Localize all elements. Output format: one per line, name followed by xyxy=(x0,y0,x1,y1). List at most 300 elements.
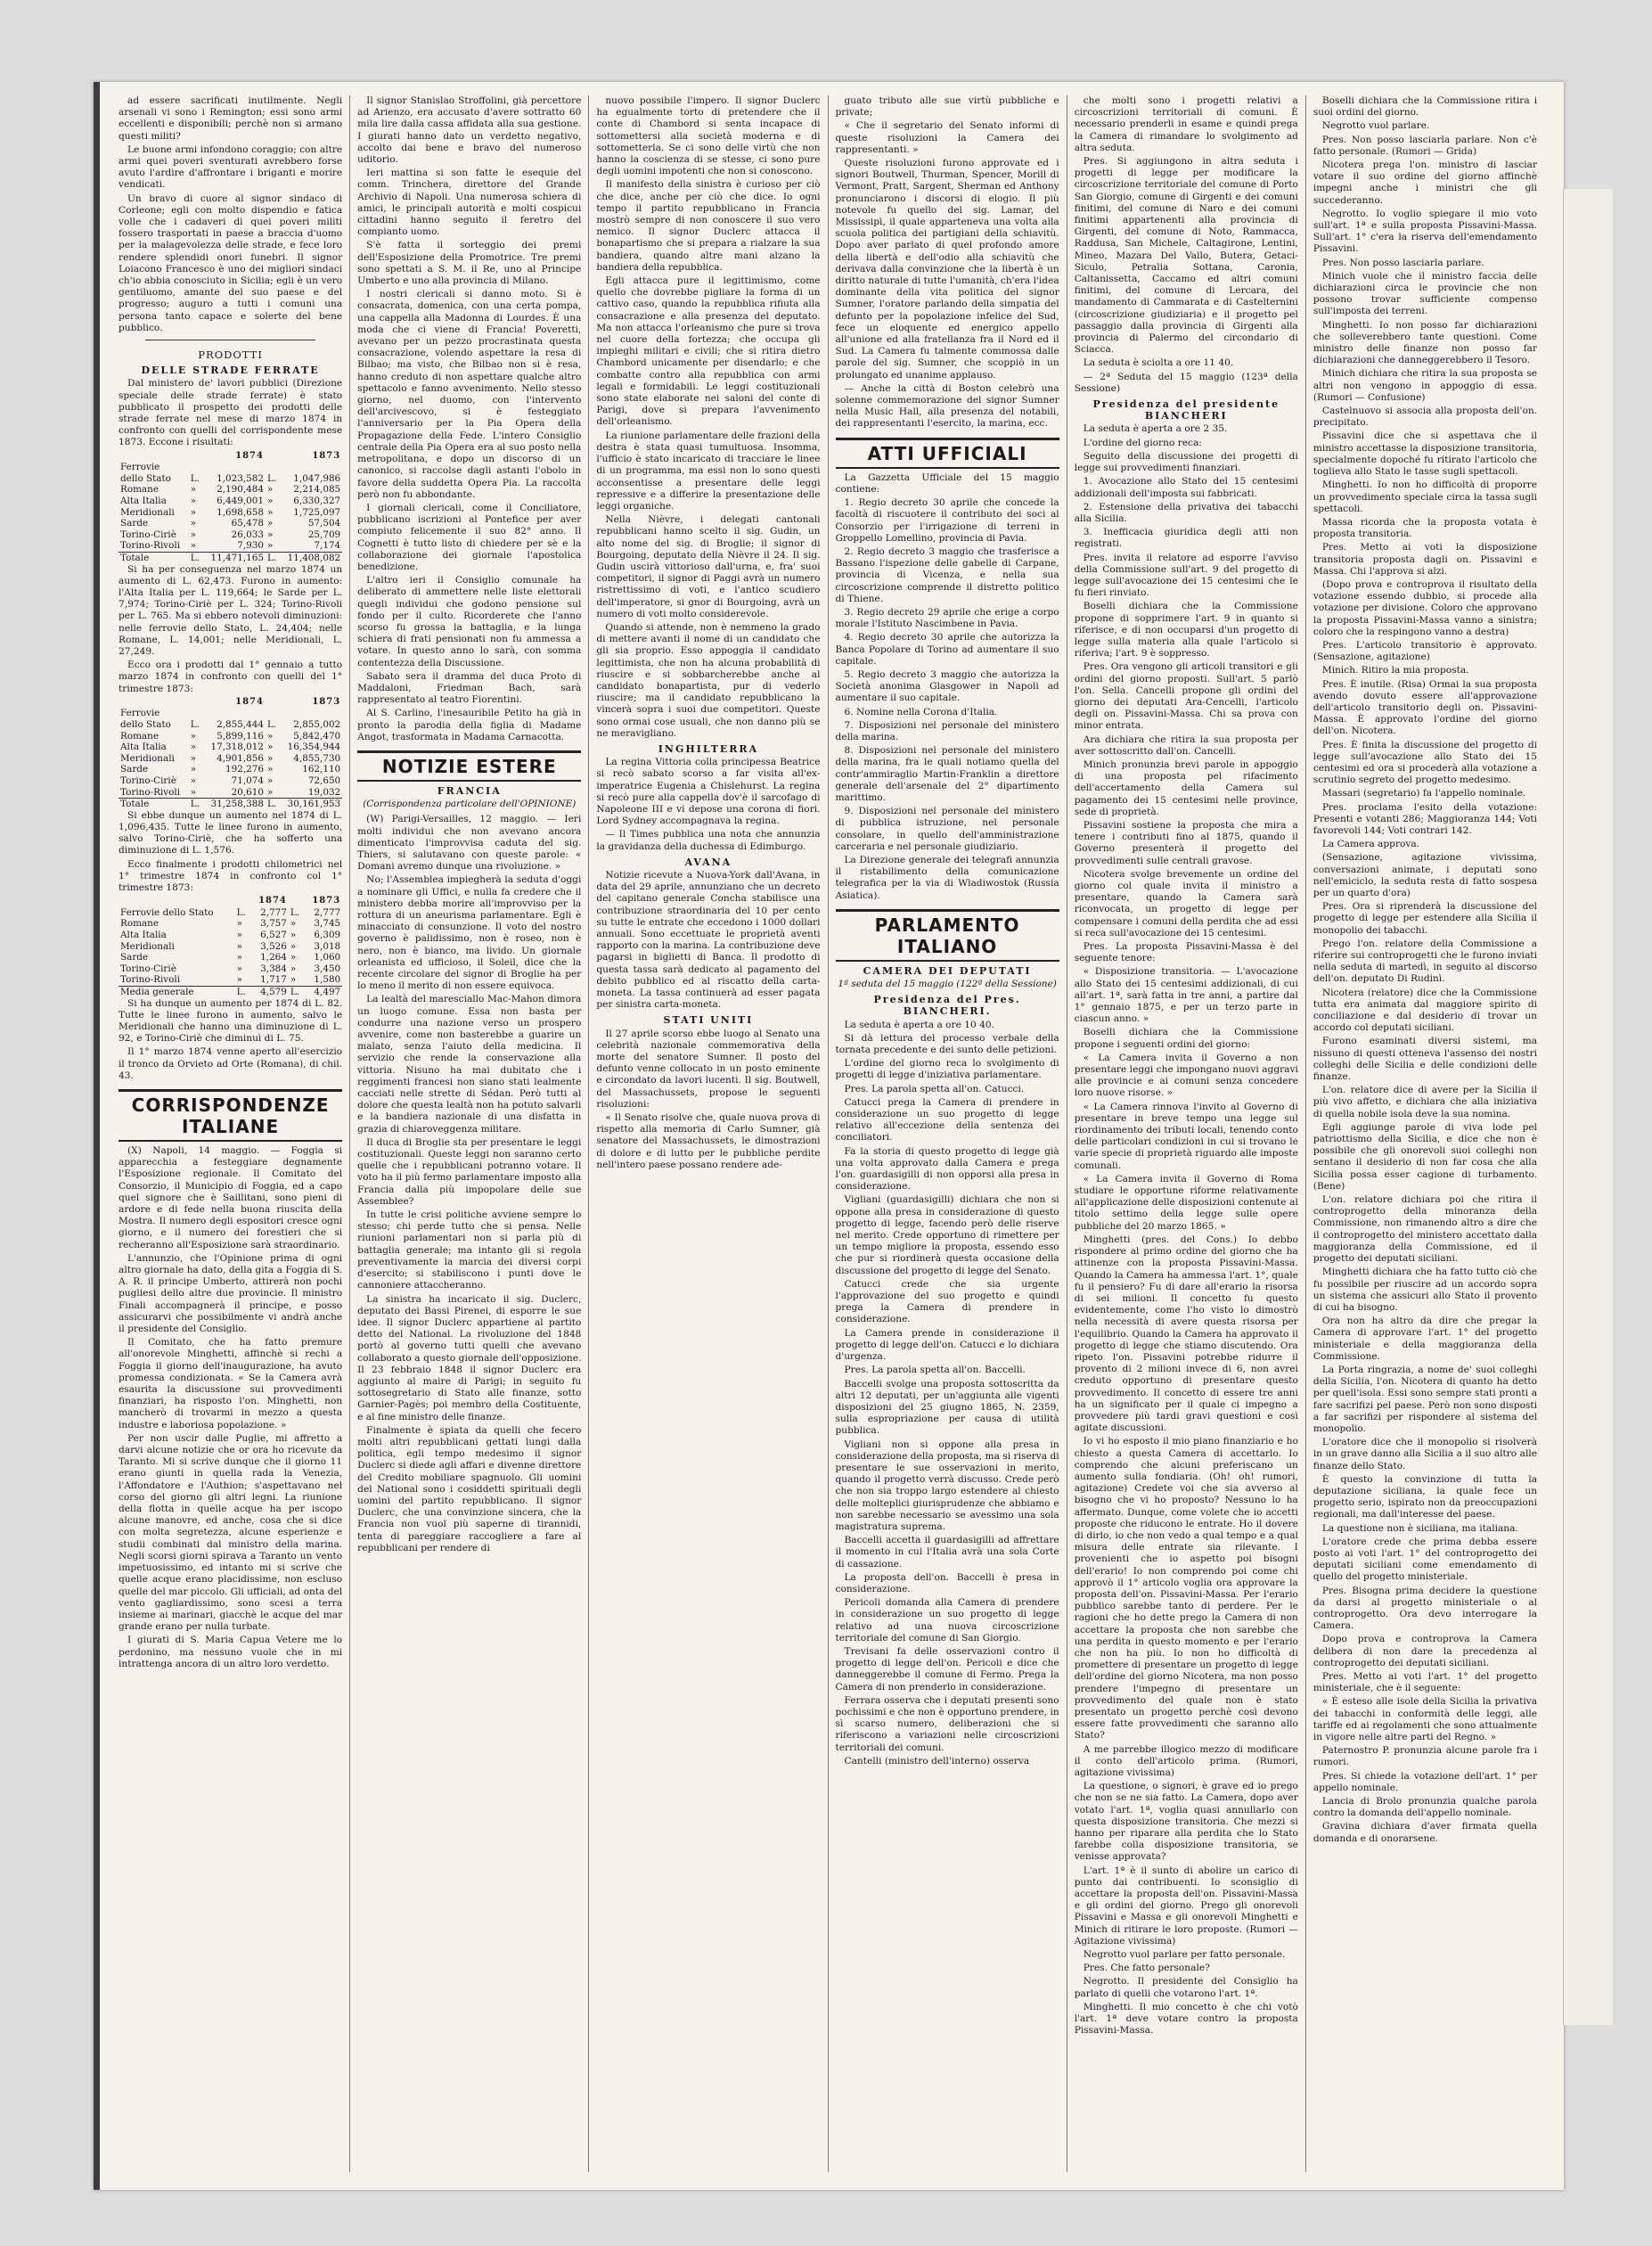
paragraph: Catucci prega la Camera di prendere in considerazione un suo progetto di legge relativo all'eccezione della sentenza dei conciliatori. xyxy=(835,1096,1059,1143)
value-1873: 25,709 xyxy=(307,529,341,540)
paragraph: 3. Inefficacia giuridica degli atti non registrati. xyxy=(1074,527,1298,550)
paragraph: L'art. 1ª è il sunto di abolire un carico di punto dai contribuenti. Io sconsiglio di accettare la proposta dell'on. Pissavini-Massa e gli ordini del giorno. Prego gli onorevoli Pissavini e Massa e gli onorevoli Minghetti e Minich di ritirare le loro proposte. (Rumori — Agitazione vivissima) xyxy=(1074,1865,1298,1947)
paragraph: Minghetti. Io non ho difficoltà di proporre un provvedimento speciale circa la tassa sugli spettacoli. xyxy=(1313,480,1538,514)
currency: » xyxy=(290,963,297,974)
paragraph: Ferrara osserva che i deputati presenti sono pochissimi e che non è opportuno prendere, in sì scarso numero, deliberazioni che si riferiscono a variazioni nelle circoscrizioni territoriali dei comuni. xyxy=(835,1694,1059,1753)
section-subheading: AVANA xyxy=(684,856,732,868)
paragraph: La seduta è aperta a ore 10 40. xyxy=(844,1019,994,1030)
paragraph: « Disposizione transitoria. — L'avocazione allo Stato dei 15 centesimi addizionali, di cui all'art. 1ª, sarà fatta in tre anni, a partire dal 1° gennaio 1875, e per un terzo parte in ciascun anno. » xyxy=(1074,966,1298,1025)
paragraph: A me parrebbe illogico mezzo di modificare il conto dell'articolo prima. (Rumori, agitazione vivissima) xyxy=(1074,1743,1298,1779)
currency: » xyxy=(236,918,243,930)
paragraph: L'on. relatore dichiara poi che ritira il controprogetto della minoranza della Commissione, non rimanendo altro a dire che il controprogetto del ministero accettato dalla maggioranza della Commissione, ed il progetto dei deputati siciliani. xyxy=(1313,1194,1538,1265)
list-item: 7. Disposizioni nel personale del ministero della marina. xyxy=(835,719,1059,742)
paragraph: (Dopo prova e controprova il risultato della votazione essendo dubbio, si procede alla votazione per divisione. Coloro che approvano la proposta Pissavini-Massa vanno a sinistra; coloro che la respingono vanno a destra) xyxy=(1313,578,1538,637)
value-1874: 17,318,012 xyxy=(210,742,264,753)
value-1873: 2,777 xyxy=(314,906,341,918)
paragraph: I giornali clericali, come il Conciliatore, pubblicano iscrizioni al Pontefice per aver compiuto felicemente il suo 82° anno. Il Cognetti è tutto listo di chiedere per sè e la collaborazione dei giornale l'apostolica benedizione. xyxy=(357,502,582,572)
currency: L. xyxy=(290,906,300,918)
value-1873: 3,018 xyxy=(314,940,341,952)
currency: » xyxy=(266,764,274,775)
table-row xyxy=(119,775,342,787)
paragraph: Boselli dichiara che la Commissione propone di sopprimere l'art. 9 in quanto si riferisce, e di non occuparsi d'un progetto di legge sulla materia alla quale l'articolo si riferiva; l'art. 9 è soppresso. xyxy=(1074,601,1298,660)
paragraph: Lancia di Brolo pronunzia qualche parola contro la domanda dell'appello nominale. xyxy=(1313,1796,1538,1819)
paragraph: 1. Avocazione allo Stato del 15 centesimi addizionali dell'imposta sui fabbricati. xyxy=(1074,476,1298,499)
railway-name: Ferrovie dello Stato xyxy=(120,906,214,918)
value-1874: 65,478 xyxy=(231,518,264,529)
paragraph: « Il Senato risolve che, quale nuova prova di rispetto alla memoria di Carlo Sumner, già senatore del Massachussets, le dimostrazioni di dolore e di lutto per le pubbliche perdite nell'intero paese possano rendere ade- xyxy=(596,1112,821,1170)
paragraph: Si ha dunque un aumento per 1874 di L. 82. Tutte le linee furono in aumento, salvo le Meridionali che hanno una diminuzione di L. 92, e Torino-Ciriè che diminuì di L. 75. xyxy=(119,997,343,1045)
paragraph: « Che il segretario del Senato informi di queste risoluzioni la Camera dei rappresentanti. » xyxy=(835,120,1059,155)
railway-name: Meridionali xyxy=(120,940,175,952)
paragraph: Pres. L'articolo transitorio è approvato. (Sensazione, agitazione) xyxy=(1313,639,1538,663)
currency: » xyxy=(290,918,297,930)
currency: » xyxy=(236,963,243,974)
table-row xyxy=(119,764,342,775)
paragraph: Massari (segretario) fa l'appello nominale. xyxy=(1321,788,1526,799)
paragraph: Pres. La parola spetta all'on. Catucci. xyxy=(844,1083,1025,1094)
paragraph: Negrotto vuol parlare. xyxy=(1321,120,1430,132)
table-row xyxy=(119,484,342,496)
currency: » xyxy=(190,786,197,798)
paragraph: Negrotto vuol parlare per fatto personale. xyxy=(1083,1949,1286,1961)
value-1874: 1,698,658 xyxy=(217,506,264,518)
paragraph: 2. Estensione della privativa dei tabacchi alla Sicilia. xyxy=(1074,501,1298,524)
value-1874: 3,757 xyxy=(260,918,287,930)
paragraph: In tutte le crisi politiche avviene sempre lo stesso; chi perde tutto che si pensa. Nelle riunioni parlamentari non si parla più di battaglia generale; ma intanto gli si regola preventivamente la marcia dei diversi corpi d'esercito; si stabiliscono i punti dove le cannoniere attaccheranno. xyxy=(357,1209,582,1291)
railway-name: Romane xyxy=(120,918,159,930)
value-1873: 1,060 xyxy=(314,952,341,963)
paragraph: Pres. Bisogna prima decidere la questione da darsi al progetto ministeriale o al controprogetto. Ora devo interrogare la Camera. xyxy=(1313,1585,1538,1632)
currency: » xyxy=(266,484,274,496)
table-row xyxy=(119,719,342,731)
presidency-line: Presidenza del presidente BIANCHERI xyxy=(1092,398,1280,422)
paragraph: (Sensazione, agitazione vivissima, conversazioni animate, i deputati sono nell'emiciclo, la seduta resta di fatto sospesa per un quarto d'ora) xyxy=(1313,852,1538,898)
currency: » xyxy=(290,974,297,986)
paragraph: L'altro ieri il Consiglio comunale ha deliberato di ammettere nelle liste elettorali quegli individui che godono pensione sul fondo per il culto. Ricorderete che l'anno scorso fu grossa la battaglia, e la lunga schiera di frati pensionati non fu ammessa a votare. In questo anno lo sarà, con somma contentezza della Discussione. xyxy=(357,575,582,668)
currency: L. xyxy=(236,906,246,918)
paragraph: Pres. Ora vengono gli articoli transitori e gli ordini del giorno proposti. Sull'art. 5 parlò l'on. Sella. Cancelli propone gli ordini del giorno dei deputati Ara-Cencelli, l'articolo degli on. Pissavini-Massa. Chi sa prova con minor entrata. xyxy=(1074,661,1298,732)
list-item: 2. Regio decreto 3 maggio che trasferisce a Bassano l'ispezione delle gabelle di Carpane, provincia di Vicenza, e nella sua circoscrizione comprende il distretto politico di Thiene. xyxy=(835,545,1059,604)
currency: » xyxy=(266,752,274,764)
currency: » xyxy=(266,506,274,518)
paragraph: Notizie ricevute a Nuova-York dall'Avana, in data del 29 aprile, annunziano che un decreto del capitano generale Concha stabilisce una contribuzione straordinaria del 10 per cento su tutte le entrate che eccedono i 1000 dollari annuali. Sono eccettuate le proprietà aventi rapporto con la marina. La contribuzione deve pagarsi in biglietti di Banca. Il prodotto di questa tassa sarà dedicato al pagamento del debito pubblico ed al riscatto della carta-moneta. La tassa continuerà ad esser pagata per sinistra carta-moneta. xyxy=(596,870,821,1011)
column-6 xyxy=(1306,95,1544,2172)
paragraph: Finalmente è spiata da quelli che fecero molti altri repubblicani gettati lungi dalla politica, egli tempo medesimo il signor Duclerc si diede agli affari e divenne direttore del Credito mobiliare spagnuolo. Gli uomini del National sono i cosiddetti spirituali degli uomini del partito repubblicano. Il signor Duclerc, che una convinzione sincera, che la Francia non vuol più saperne di tirannidi, tenta di pareggiare raccogliere a fare al repubblicani per rendere di xyxy=(357,1424,582,1553)
value-1874: 71,074 xyxy=(231,775,264,787)
railway-table-march xyxy=(119,451,342,564)
currency: » xyxy=(266,730,274,742)
column-2 xyxy=(350,95,589,2172)
page-binding-edge xyxy=(94,82,100,2190)
paragraph: La Gazzetta Ufficiale del 15 maggio contiene: xyxy=(835,471,1059,495)
decree-list xyxy=(836,497,1059,853)
paragraph: L'oratore crede che prima debba essere posto ai voti l'art. 1° del controprogetto dei deputati siciliani come emendamento di quello del progetto ministeriale. xyxy=(1313,1536,1538,1583)
value-1873: 6,330,327 xyxy=(293,496,341,507)
list-item: 5. Regio decreto 3 maggio che autorizza la Società anonima Glasgower in Napoli ad aumentare il suo capitale. xyxy=(835,668,1059,704)
railway-name: Meridionali xyxy=(120,506,175,518)
paragraph: Quando si attende, non è nemmeno la grado di mettere avanti il nome di un candidato che gli sia proprio. Esso appoggia il candidato legittimista, che non ha alcuna probabilità di riuscire e si sobbarcherebbe anche al candidato bonapartista, pur di vederlo riuscire; ma il candidato repubblicano la vincerà sopra i suoi due competitori. Queste sono ormai cose usuali, che non danno più se ne meravigliano. xyxy=(596,621,821,739)
currency: » xyxy=(290,952,297,963)
paragraph: È questo la convinzione di tutta la deputazione siciliana, la quale fece un progetto serio, ispirato non da preoccupazioni regionali, ma dall'interesse del paese. xyxy=(1313,1473,1538,1521)
total-1873: 4,497 xyxy=(304,986,342,997)
railway-name: Alta Italia xyxy=(120,496,167,507)
paragraph: Egli aggiunge parole di viva lode pel patriottismo della Sicilia, e dice che non è possibile che gli onorevoli suoi colleghi non sentano il desiderio di non far cosa che alla Sicilia possa esser cagione di turbamento. (Bene) xyxy=(1313,1121,1538,1192)
railway-name: Sarde xyxy=(120,518,149,529)
paragraph: La lealtà del maresciallo Mac-Mahon dimora un luogo comune. Essa non basta per condurre una nazione verso un prospero avvenire, come non basterebbe a guarire un malato, senza l'aiuto della medicina. Il servizio che rende la conservazione alla vittoria. Nisuno ha mai dubitato che i reggimenti francesi non siano stati lealmente cacciati nelle strette di Sédan. Però tutti al dolore che questa lealtà non ha potuto salvarli e la bandiera nazionale di una disfatta in grazia di chiaroveggenza militare. xyxy=(357,994,582,1135)
railway-table-km xyxy=(119,896,342,997)
paragraph: La seduta è sciolta a ore 11 40. xyxy=(1083,357,1234,369)
section-subheading: INGHILTERRA xyxy=(658,742,759,755)
currency: » xyxy=(236,940,243,952)
table-row xyxy=(119,507,342,519)
currency: » xyxy=(236,974,243,986)
next-page-edge xyxy=(1563,189,1613,2025)
paragraph: No; l'Assemblea impiegherà la seduta d'oggi a nominare gli Uffici, e nulla fa credere che il ministero debba morire all'improvviso per la rottura di un aneurisma parlamentare. Egli è minacciato di consunzione. Il voto del nostro governo è palidissimo, non è roseo, non è nero, non è bianco, ma livido. Un giornale orleanista ed ufficioso, il Soleil, dice che la recente circolare del signor di Broglie ha per lo meno il merito di non essere equivoca. xyxy=(357,874,582,992)
paragraph: che molti sono i progetti relativi a circoscrizioni territoriali di comuni. È necessario prenderli in esame e quindi prega la Camera di rimandare lo svolgimento ad altra seduta. xyxy=(1074,95,1298,153)
currency: » xyxy=(190,484,197,496)
paragraph: Pres. La proposta Pissavini-Massa è del seguente tenore: xyxy=(1074,941,1298,964)
year-header: 1874 xyxy=(235,450,264,461)
table-row xyxy=(119,930,342,941)
paragraph: L'oratore dice che il monopolio si risolverà in un grave danno alla Sicilia a il suo altro alle finanze dello Stato. xyxy=(1313,1437,1538,1471)
table-row xyxy=(119,963,342,975)
currency: » xyxy=(266,742,274,753)
value-1873: 19,032 xyxy=(307,786,341,798)
value-1873: 7,174 xyxy=(314,540,341,552)
railway-name: Alta Italia xyxy=(120,930,167,940)
paragraph: Si ebbe dunque un aumento nel 1874 di L. 1,096,435. Tutte le linee furono in aumento, salvo Torino-Ciriè, che ha sofferto una diminuzione di L. 1,576. xyxy=(119,809,343,857)
paragraph: Pres. invita il relatore ad esporre l'avviso della Commissione sull'art. 9 del progetto di legge sull'avocazione dei 15 centesimi che le fu fieri rinviato. xyxy=(1074,552,1298,599)
paragraph: Al S. Carlino, l'inesauribile Petito ha già in pronto la parodia della figlia di Madame Angot, trasformata in Madama Carnacotta. xyxy=(357,708,582,742)
paragraph: Egli attacca pure il legittimismo, come quello che dovrebbe pigliare la forma di un cattivo caso, quando la repubblica rifiuta alla consacrazione e alla presenza del deputato. Ma non attacca l'orleanismo che pure si trova nel cuore della fortezza; che occupa gli impieghi militari e civili; che si ritira dietro Chambord unicamente per disendarlo; e che combatte contro alla repubblica con armi legali e formidabili. Le leggi costituzionali sono state elaborate nei saloni del conte di Parigi, dove si prepara l'avvenimento dell'orleanismo. xyxy=(596,275,821,428)
paragraph: Dal ministero de' lavori pubblici (Direzione speciale delle strade ferrate) è stato pubblicato il prospetto dei prodotti delle strade ferrate nel mese di marzo 1874 in confronto con quelli del corrispondente mese 1873. Eccone i risultati: xyxy=(119,378,343,448)
list-item: 1. Regio decreto 30 aprile che concede la facoltà di riscuotere il contributo dei soci al Consorzio per l'irrigazione di terreni in Groppello Lomellino, provincia di Pavia. xyxy=(835,497,1059,544)
list-item: 8. Disposizioni nel personale del ministero della marina, fra le quali notiamo quella del contr'ammiraglio Martin-Franklin a direttore generale dell'arsenale del 2° dipartimento marittimo. xyxy=(835,745,1059,803)
paragraph: Il signor Stanislao Stroffolini, già percettore ad Arienzo, era accusato d'avere sottratto 60 mila lire dalla cassa affidata alla sua gestione. I giurati hanno dato un verdetto negativo, accolto dai bene e bravo del numeroso uditorio. xyxy=(357,95,582,166)
paragraph: La riunione parlamentare delle frazioni della destra è stata quasi tumultuosa. Insomma, l'ufficio è stato incaricato di tracciare le linee di un programma, ma essi non lo sono questi acconsentisse a presentare delle leggi repressive e a differire la presentazione delle leggi organiche. xyxy=(596,430,821,512)
value-1874: 1,717 xyxy=(260,974,287,986)
value-1873: 6,309 xyxy=(314,930,341,940)
currency: L. xyxy=(266,553,280,564)
paragraph: Si dà lettura del processo verbale della tornata precedente e dei sunto delle petizioni. xyxy=(835,1032,1059,1056)
paragraph: La sinistra ha incaricato il sig. Duclerc, deputato dei Bassi Pirenei, di esporre le sue idee. Il signor Duclerc appartiene al partito detto del National. La rivoluzione del 1848 portò al governo tutti quelli che avevano collaborato a questo giornale dell'opposizione. Il 23 febbraio 1848 il signor Duclerc era aggiunto al maire di Parigi; in seguito fu sottosegretario di Stato alle finanze, sotto Garnier-Pagès; poi membro della Costituente, e al fine ministro delle finanze. xyxy=(357,1293,582,1422)
column-5 xyxy=(1067,95,1306,2172)
value-1873: 1,047,986 xyxy=(293,472,341,484)
paragraph: Vigliani (guardasigilli) dichiara che non si oppone alla presa in considerazione di questo progetto di legge, facendo però delle riserve nel merito. Crede opportuno di rimettere per un tempo migliore la proposta, essendo esso che pur si riordinerà questa occasione della discussione del progetto di legge del Senato. xyxy=(835,1194,1059,1276)
paragraph: Nicotera (relatore) dice che la Commissione tutta era animata dal maggiore spirito di conciliazione e dal desiderio di trovar un accordo col deputati siciliani. xyxy=(1313,987,1538,1034)
paragraph: Pres. Che fatto personale? xyxy=(1083,1963,1210,1974)
list-item: 6. Nomine nella Corona d'Italia. xyxy=(844,706,998,717)
paragraph: « La Camera invita il Governo di Roma studiare le opportune riforme relativamente all'applicazione delle disposizioni contenute al titolo settimo della legge sulle opere pubbliche del 20 marzo 1865. » xyxy=(1074,1173,1298,1232)
currency: » xyxy=(236,952,243,963)
currency: L. xyxy=(189,553,203,564)
columns xyxy=(111,95,1544,2172)
section-title: NOTIZIE ESTERE xyxy=(357,750,581,782)
currency: » xyxy=(190,742,197,753)
currency: L. xyxy=(266,799,280,810)
total-label: Totale xyxy=(119,799,189,810)
value-1874: 3,384 xyxy=(260,963,287,974)
paragraph: Paternostro P. pronunzia alcune parole fra i rumori. xyxy=(1313,1745,1538,1768)
railway-name: Meridionali xyxy=(120,752,175,764)
currency: » xyxy=(290,940,297,952)
section-title: ATTI UFFICIALI xyxy=(836,438,1059,469)
paragraph: Il manifesto della sinistra è curioso per ciò che dice, anche per ciò che dice. Io ogni tempo il partito repubblicano in Francia mostrò sempre di non conoscere il suo vero nemico. Il signor Duclerc attacca il bonapartismo che si prepara a rialzare la sua bandiera, quando altre mani alzano la bandiera della repubblica. xyxy=(596,179,821,273)
paragraph: Ieri mattina si son fatte le esequie del comm. Trinchera, direttore del Grande Archivio di Napoli. Una numerosa schiera di amici, le principali autorità e molti cospicui cittadini hanno seguito il feretro del compianto uomo. xyxy=(357,168,582,238)
paragraph: La seduta è aperta a ore 2 35. xyxy=(1083,423,1228,435)
currency: L. xyxy=(190,472,200,484)
year-header: 1873 xyxy=(312,896,341,906)
table-row xyxy=(119,753,342,765)
railway-name: Romane xyxy=(120,730,159,742)
paragraph: Massa ricorda che la proposta votata è proposta transitoria. xyxy=(1313,516,1538,540)
table-row xyxy=(119,473,342,485)
paragraph: Minich pronunzia brevi parole in appoggio di una proposta pel rifacimento dell'accertamento della Camera sul pagamento dei 15 centesimi nelle province, sede di proprietà. xyxy=(1074,758,1298,817)
paragraph: I giurati di S. Maria Capua Vetere me lo perdonino, ma nessuno vuole che in mi intrattenga ancora di un altro loro verdetto. xyxy=(119,1635,343,1669)
paragraph: Trevisani fa delle osservazioni contro il progetto di legge dell'on. Pericoli e dice che danneggerebbe il comune di Fermo. Prega la Camera di non prenderlo in considerazione. xyxy=(835,1645,1059,1693)
paragraph: L'ordine del giorno reca: xyxy=(1083,437,1202,448)
currency: L. xyxy=(266,719,277,731)
paragraph: Ecco finalmente i prodotti chilometrici nel 1° trimestre 1874 in confronto col 1° trimestre 1873: xyxy=(119,858,343,894)
paragraph: Pres. È finita la discussione del progetto di legge sull'avocazione allo Stato dei 15 centesimi ed ora si procederà alla votazione a scrutinio segreto del progetto medesimo. xyxy=(1313,739,1538,786)
currency: » xyxy=(190,730,197,742)
paragraph: Castelnuovo si associa alla proposta dell'on. precipitato. xyxy=(1313,406,1538,429)
paragraph: Il 27 aprile scorso ebbe luogo al Senato una celebrità nazionale commemorativa della morte del senatore Sumner. Il posto del defunto venne collocato in un posto eminente e circondato da lavori lucenti. Il sig. Boutwell, del Massachussets, propose le seguenti risoluzioni: xyxy=(596,1028,821,1110)
railway-name: Torino-Ciriè xyxy=(120,775,176,787)
currency: » xyxy=(190,752,197,764)
currency: » xyxy=(290,930,297,940)
paragraph: Pissavini sostiene la proposta che mira a tenere i contributi fino al 1875, quando il Governo presenterà il progetto del provvedimenti sulle centrali gravose. xyxy=(1074,819,1298,866)
paragraph: Ecco ora i prodotti dal 1° gennaio a tutto marzo 1874 in confronto con quelli del 1° trimestre 1873: xyxy=(119,660,343,694)
paragraph: Io vi ho esposto il mio piano finanziario e ho chiesto a questa Camera di accettarlo. Io comprendo che alcuni preferiscano un aumento sulla fondiaria. (Oh! oh! rumori, agitazione) Credete voi che sia avverso al bisogno che vi ho proposto? Nessuno lo ha affermato. Dunque, come volete che io accetti proposte che riducono le entrate. Ho il dovere di dirlo, io che non vedo a qual tempo e a qual misura delle entrate sia rilevante. I provenienti che io aspetto poi bisogni dell'erario! Io non comprendo poi come chi approvò il 1° articolo voglia ora approvare la proposta dell'on. Pissavini-Massa. Per l'erario pubblico sarebbe tanto di perdere. Per le ragioni che ho dette prego la Camera di non accettare la proposta che non sarebbe che una perdita in questo momento e per l'erario che non ha più. Io non ho difficoltà di promettere di presentare un progetto di legge dell'ordine del giorno Nicotera, ma non posso prendere l'impegno di presentare un provvedimento del quale non è stato presentato un progetto perchè così devono essere fatte provvedimenti che saranno allo Stato? xyxy=(1074,1436,1298,1742)
currency: » xyxy=(190,518,197,529)
railway-name: Romane xyxy=(120,484,159,496)
total-1874: 11,471,165 xyxy=(203,553,266,564)
paragraph: Pres. Non posso lasciarla parlare. xyxy=(1321,257,1484,268)
currency: » xyxy=(266,496,274,507)
value-1874: 2,190,484 xyxy=(217,484,264,496)
value-1874: 2,855,444 xyxy=(217,719,264,731)
value-1874: 3,526 xyxy=(260,940,287,952)
table-row xyxy=(119,742,342,753)
paragraph: Per non uscir dalle Puglie, mi affretto a darvi alcune notizie che or ora ho ricevute da Taranto. Mi si scrive dunque che il giorno 11 erano giunti in quella rada la Venezia, l'Affondatore e l'Authion; s'aspettavano nel corso del giorno gli altri legni. La riunione della flotta in quelle acque ha per iscopo alcune manovre, ed anche, cosa che si dice con molta segretezza, alcune esperienze e studii combinati dal ministro della marina. Negli scorsi giorni spirava a Taranto un vento impetuosissimo, ed intanto mi si scrive che quelle acque erano placidissime, non escluso quelle del mar piccolo. Gli ufficiali, ad onta del vento gagliardissimo, sono scesi a terra insieme ai marinari, giacchè le acque del mar grande erano per nulla turbate. xyxy=(119,1432,343,1633)
paragraph: Queste risoluzioni furono approvate ed i signori Boutwell, Thurman, Spencer, Morill di Vermont, Pratt, Sargent, Sherman ed Anthony pronunciarono i discorsi di elogio. Il più notevole fu quello del sig. Lamar, del Mississipì, il quale apparteneva una volta alla scuola politica dei partigiani della schiavitù. Dopo aver parlato di quel profondo amore della libertà e dell'odio alla schiavitù che derivava dalla convinzione che la libertà è un diritto naturale di tutte l'umanità, ch'era l'idea dominante della vita politica del signor Sumner, l'oratore parlando della simpatia del defunto per la popolazione infelice del Sud, fece un eloquente ed energico appello all'unione ed alla fratellanza fra il Nord ed il Sud. La Camera fu talmente commossa dalle parole del sig. Sumner, che scoppiò in un prolungato ed unanime applauso. xyxy=(835,158,1059,381)
paragraph: Pres. Metto ai voti la disposizione transitoria proposta dagli on. Pissavini e Massa. Chi l'approva si alzi. xyxy=(1313,542,1538,577)
currency: L. xyxy=(289,986,304,997)
paragraph: Pres. Metto ai voti l'art. 1° del progetto ministeriale, che è il seguente: xyxy=(1313,1671,1538,1694)
paragraph: La proposta dell'on. Baccelli è presa in considerazione. xyxy=(835,1571,1059,1594)
paragraph: I nostri clericali si danno moto. Si è consacrata, domenica, con una certa pompa, una cappella alla Madonna di Lourdes. È una moda che ci viene di Francia! Poveretti, avevano per un pezzo procrastinata questa consacrazione, volendo aspettare la resa di Bilbao; ma visto, che Bilbao non si è resa, hanno creduto di non aspettare qualche altro spettacolo e fanno avvenimento. Nello stesso giorno, nel duomo, con l'intervento dell'arcivescovo, si è festeggiato l'anniversario per la Pia Opera della Propagazione della Fede. L'intero Consiglio centrale della Pia Opera era al suo posto nella metropolitana, e dopo un discorso di un canonico, si raccolse dagli astanti l'obolo in favore della suddetta Opera Pia. La raccolta però non fu abbondante. xyxy=(357,289,582,500)
paragraph: L'ordine del giorno reca lo svolgimento di progetti di legge d'iniziativa parlamentare. xyxy=(835,1058,1059,1081)
table-row xyxy=(119,518,342,529)
column-3 xyxy=(589,95,828,2172)
paragraph: ad essere sacrificati inutilmente. Negli arsenali vi sono i Remington; essi sono armi eccellenti e disponibili; perchè non si armano questi militi? xyxy=(119,95,343,142)
paragraph: La questione, o signori, è grave ed io prego che non se ne sia fatto. La Camera, dopo aver votato l'art. 1ª, voglia quasi annullarlo con questa disposizione transitoria. Che mezzi si hanno per riparare alla perdita che lo Stato farebbe colla disposizione transitoria, se venisse approvata? xyxy=(1074,1781,1298,1863)
paragraph: Boselli dichiara che la Commissione ritira i suoi ordini del giorno. xyxy=(1313,95,1538,119)
railway-name: dello Stato xyxy=(120,719,171,731)
paragraph: Minghetti. Il mio concetto è che chi votò l'art. 1ª deve votare contro la proposta Pissavini-Massa. xyxy=(1074,2001,1298,2037)
paragraph: Negrotto. Io voglio spiegare il mio voto sull'art. 1ª e sulla proposta Pissavini-Massa. Sull'art. 1° c'era la riserva dell'emendamento Pissavini. xyxy=(1313,208,1538,255)
paragraph: nuovo possibile l'impero. Il signor Duclerc ha egualmente torto di pretendere che il conte di Chambord si senta incapace di sottomettersi alla società moderna e di sottometterla. Se ci sono delle virtù che non hanno la coscienza di se stesse, ci sono pure degli uomini impotenti che non si conoscono. xyxy=(596,95,821,177)
paragraph: Vigliani non si oppone alla presa in considerazione della proposta, ma si riserva di presentare le sue osservazioni in merito, quando il progetto verrà discusso. Crede però che non sia troppo largo estendere al chiesto delle molteplici giurisprudenze che abbiamo e non sarebbe necessario se avessimo una sola magistratura suprema. xyxy=(835,1439,1059,1532)
section-title: CORRISPONDENZE ITALIANE xyxy=(119,1089,342,1142)
paragraph: Minich. Ritiro la mia proposta. xyxy=(1321,665,1469,676)
column-4 xyxy=(829,95,1067,2172)
value-1874: 4,901,856 xyxy=(217,752,264,764)
paragraph: Ara dichiara che ritira la sua proposta per aver sottoscritto dall'on. Cancelli. xyxy=(1074,734,1298,757)
byline: (Corrispondenza particolare dell'OPINIONE) xyxy=(363,799,577,810)
railway-name: dello Stato xyxy=(120,472,171,484)
paragraph: Negrotto. Il presidente del Consiglio ha parlato di quelli che votarono l'art. 1ª. xyxy=(1074,1976,1298,1999)
paragraph: Baccelli svolge una proposta sottoscritta da altri 12 deputati, per un'aggiunta alle vigenti disposizioni del 25 giugno 1865, N. 2359, sulla espropriazione per causa di utilità pubblica. xyxy=(835,1378,1059,1437)
value-1874: 6,449,001 xyxy=(217,496,264,507)
paragraph: « La Camera invita il Governo a non presentare leggi che impongano nuovi aggravi alle provincie e ai comuni senza concedere loro nuove risorse. » xyxy=(1074,1052,1298,1099)
currency: » xyxy=(190,506,197,518)
railway-name: Sarde xyxy=(120,952,149,963)
paragraph: Nella Nièvre, i delegati cantonali repubblicani hanno scelto il sig. Gudin, un alto nome del sig. di Broglie; il signor di Bourgoing, deputato della Nièvre il 24. Il sig. Gudin uscirà vittorioso dall'urna, e, fra' suoi competitori, il signor di Paggi avrà un numero ristrettissimo di voti, e l'antico scudiero dell'imperatore, si gnor di Bourgoing, avrà un numero di voti molto considerevole. xyxy=(596,514,821,619)
year-header: 1874 xyxy=(235,696,264,707)
value-1873: 4,855,730 xyxy=(293,752,341,764)
paragraph: Nicotera svolge brevemente un ordine del giorno col quale invita il ministro a presentare, quando la Camera sarà riconvocata, un progetto di legge per compensare i comuni della perdita che ad essi si reca sull'avocazione dei 15 centesimi. xyxy=(1074,868,1298,939)
railway-name: Alta Italia xyxy=(120,742,167,753)
currency: L. xyxy=(189,799,203,810)
list-item: 9. Disposizioni nel personale del ministero di pubblica istruzione, nel personale consolare, in quello dell'amministrazione carceraria e nel personale giudiziario. xyxy=(835,806,1059,852)
value-1874: 1,023,582 xyxy=(217,472,264,484)
value-1874: 20,610 xyxy=(231,786,264,798)
paragraph: « È esteso alle isole della Sicilia la privativa dei tabacchi in conformità delle leggi, alle tariffe ed ai regolamenti che sono attualmente in vigore nelle altre parti del Regno. » xyxy=(1313,1696,1538,1743)
table-row xyxy=(119,941,342,953)
paragraph: (W) Parigi-Versailles, 12 maggio. — Ieri molti individui che non avevano ancora dimenticato l'improvvisa caduta del sig. Thiers, si salutavano con queste parole: « Domani avremo dunque una rivoluzione. » xyxy=(357,814,582,873)
total-1874: 4,579 xyxy=(250,986,289,997)
table-row xyxy=(119,952,342,963)
year-header: 1874 xyxy=(258,896,287,906)
presidency-line: Presidenza del Pres. BIANCHERI. xyxy=(873,994,1021,1018)
paragraph: Un bravo di cuore al signor sindaco di Corleone; egli con molto dispendio e fatica volle che i cadaveri di quei poveri militi fossero trasportati in paese a braccia d'uomo per la malagevolezza delle strade, e fece loro rendere splendidi onori funebri. Il signor Loiacono Francesco è uno dei migliori sindaci ch'io abbia conosciuto in Sicilia; egli è un vero gentiluomo, amante del suo paese e del progresso; augurο a tutti i comuni una persona tanto capace e solerte del bene pubblico. xyxy=(119,193,343,333)
list-item: 3. Regio decreto 29 aprile che erige a corpo morale l'Istituto Nascimbene in Pavia. xyxy=(835,606,1059,630)
value-1873: 162,110 xyxy=(302,764,341,775)
railway-name: Torino-Rivoli xyxy=(120,974,181,986)
paragraph: Il Comitato, che ha fatto premure all'onorevole Minghetti, affinchè si rechi a Foggia il giorno dell'inaugurazione, ha avuto promessa condizionata. « Se la Camera avrà esaurita la discussione sui provvedimenti finanziari, ha risposto l'on. Minghetti, non mancherò di trovarmi in mezzo a questa industre e laboriosa popolazione. » xyxy=(119,1337,343,1430)
paragraph: Boselli dichiara che la Commissione propone i seguenti ordini del giorno: xyxy=(1074,1027,1298,1050)
table-row xyxy=(119,731,342,742)
value-1873: 1,725,097 xyxy=(293,506,341,518)
currency: » xyxy=(266,529,274,540)
paragraph: Furono esaminati diversi sistemi, ma nissuno di questi otteneva l'assenso dei nostri colleghi delle Sicilia e delle condizioni delle finanze. xyxy=(1313,1036,1538,1083)
paragraph: guato tributo alle sue virtù pubbliche e private; xyxy=(835,95,1059,119)
currency: L. xyxy=(266,472,277,484)
value-1874: 26,033 xyxy=(231,529,264,540)
paragraph: Pres. È inutile. (Risa) Ormai la sua proposta avendo dovuto essere all'approvazione dell'articolo transitorio degli on. Pissavini-Massa. È approvato l'ordine del giorno dell'on. Nicotera. xyxy=(1313,678,1538,737)
value-1873: 2,855,002 xyxy=(293,719,341,731)
table-row xyxy=(119,787,342,799)
paragraph: Nicotera prega l'on. ministro di lasciar votare il suo ordine del giorno affinchè impegni anche i ministri che gli succederanno. xyxy=(1313,160,1538,206)
list-item: 4. Regio decreto 30 aprile che autorizza la Banca Popolare di Torino ad aumentare il suo capitale. xyxy=(835,632,1059,667)
table-row xyxy=(119,918,342,930)
currency: » xyxy=(190,775,197,787)
railway-table-quarter xyxy=(119,697,342,810)
paragraph: Cantelli (ministro dell'interno) osserva xyxy=(844,1755,1030,1766)
table-row xyxy=(119,529,342,541)
paragraph: Pres. Si chiede la votazione dell'art. 1° per appello nominale. xyxy=(1313,1770,1538,1793)
total-label: Totale xyxy=(119,553,189,564)
currency: » xyxy=(236,930,243,940)
value-1873: 3,745 xyxy=(314,918,341,930)
paragraph: La Camera approva. xyxy=(1321,839,1420,850)
paragraph: Pres. Si aggiungono in altra seduta i progetti di legge per modificare la circoscrizione territoriale del comune di Porto San Giorgio, comune di Girgenti e dei comuni finitimi, del comune di Naro e dei comuni finitimi appartenenti alla provincia di Girgenti, del comune di Noto, Rammacca, Raddusa, San Michele, Caltagirone, Lentini, Mineo, Mazara Del Vallo, Butera, Getaci-Siculo, Petralia Sottana, Caronia, Caltanissetta, Caccamo ed altri comuni finitimi, del comune di Lercara, del mandamento di Cammarata e di Castelternini (circoscrizione giudiziaria) e il progetto pel passaggio dalla provincia di Girgenti alla provincia di Palermo del circondario di Sciacca. xyxy=(1074,156,1298,356)
paragraph: (X) Napoli, 14 maggio. — Foggia si apparecchia a festeggiare degnamente l'Esposizione regionale. Il Comitato del Consorzio, il Municipio di Foggia, ed a capo quel signore che è Saillitani, sono pieni di ardore e di fede nella buona riuscita della Mostra. Il numero degli espositori cresce ogni giorno, e il numero dei forestieri che si recheranno all'Esposizione sarà straordinario. xyxy=(119,1144,343,1250)
paragraph: Ora non ha altro da dire che pregar la Camera di approvare l'art. 1° del progetto ministeriale e della maggioranza della Commissione. xyxy=(1313,1316,1538,1362)
paragraph: Il 1° marzo 1874 venne aperto all'esercizio il tronco da Orvieto ad Orte (Romana), di chil. 43. xyxy=(119,1046,343,1081)
currency: » xyxy=(266,775,274,787)
railway-name: Sarde xyxy=(120,764,149,775)
paragraph: — 2ª Seduta del 15 maggio (123ª della Sessione) xyxy=(1074,371,1298,394)
value-1873: 1,580 xyxy=(314,974,341,986)
total-1873: 30,161,953 xyxy=(280,799,342,810)
currency: » xyxy=(266,786,274,798)
value-1874: 192,276 xyxy=(225,764,264,775)
year-header: 1873 xyxy=(312,450,341,461)
currency: » xyxy=(266,518,274,529)
paragraph: Il duca di Broglie sta per presentare le leggi costituzionali. Queste leggi non saranno certo quelle che i repubblicani potranno votare. Il voto ha il più fermo parlamentare imposto alla Francia dalla più impopolare delle sue Assemblee? xyxy=(357,1136,582,1207)
currency: L. xyxy=(190,719,200,731)
value-1873: 57,504 xyxy=(307,518,341,529)
year-header: 1873 xyxy=(312,696,341,707)
section-subheading: DELLE STRADE FERRATE xyxy=(141,365,320,377)
paragraph: La Direzione generale dei telegrafi annunzia il ristabilimento della comunicazione telegrafica per la via di Wladiwostok (Russia Asiatica). xyxy=(835,854,1059,901)
paragraph: Minich vuole che il ministro faccia delle dichiarazioni circa le provincie che non possono trovar sufficiente compenso sull'imposta dei terreni. xyxy=(1313,270,1538,317)
railway-name: Torino-Rivoli xyxy=(120,540,181,552)
section-subheading: CAMERA DEI DEPUTATI xyxy=(863,964,1032,977)
section-heading: PRODOTTI xyxy=(198,348,263,362)
section-title: PARLAMENTO ITALIANO xyxy=(836,909,1059,962)
table-row xyxy=(119,907,342,919)
currency: » xyxy=(190,540,197,552)
table-group-label: Ferrovie xyxy=(120,708,160,719)
value-1873: 3,450 xyxy=(314,963,341,974)
value-1873: 2,214,085 xyxy=(293,484,341,496)
currency: L. xyxy=(235,986,250,997)
paragraph: Gravina dichiara d'aver firmata quella domanda e di onorarsene. xyxy=(1313,1821,1538,1844)
table-group-label: Ferrovie xyxy=(120,462,160,473)
paragraph: Seguito della discussione dei progetti di legge sui provvedimenti finanziari. xyxy=(1074,450,1298,474)
paragraph: Minghetti dichiara che ha fatto tutto ciò che fu possibile per riuscire ad un accordo sopra un sistema che assicuri allo Stato il provento di cui ha bisogno. xyxy=(1313,1266,1538,1313)
paragraph: Pericoli domanda alla Camera di prendere in considerazione un suo progetto di legge relativo ad una nuova circoscrizione territoriale del comune di San Giorgio. xyxy=(835,1597,1059,1644)
paragraph: La regina Vittoria colla principessa Beatrice si recò sabato scorso a far visita all'ex-imperatrice Eugenia a Chislehurst. La regina si recò pure alla cappella dov'è il sarcofago di Napoleone III e vi depose una corona di fiori. Lord Sydney accompagnava la regina. xyxy=(596,757,821,827)
paragraph: Pres. Non posso lasciarla parlare. Non c'è fatto personale. (Rumori — Grida) xyxy=(1313,134,1538,157)
paragraph: S'è fatta il sorteggio dei premi dell'Esposizione della Promotrice. Tre premi sono spettati a S. M. il Re, uno al Principe Umberto e uno alla provincia di Milano. xyxy=(357,240,582,287)
currency: » xyxy=(266,540,274,552)
paragraph: Le buone armi infondono coraggio; con altre armi quei poveri sventurati avrebbero forse avuto l'ardire d'affrontare i briganti e morire vendicati. xyxy=(119,143,343,191)
value-1873: 16,354,944 xyxy=(287,742,341,753)
paragraph: « La Camera rinnova l'invito al Governo di presentare in breve tempo una legge sul riordinamento dei tributi locali, tenendo conto delle particolari condizioni in cui si trovano le varie specie di proprietà riguardo alle imposte comunali. xyxy=(1074,1101,1298,1171)
currency: » xyxy=(190,764,197,775)
table-row xyxy=(119,540,342,552)
paragraph: Minghetti (pres. del Cons.) Io debbo rispondere al primo ordine del giorno che ha attinenze con la proposta Pissavini-Massa. Quando la Camera ha ammessa l'art. 1°, quale fu il pensiero? Fu di dare all'erario la risorsa di sei milioni. Il concetto fu questo evidentemente, come l'ho visto lo dimostrò nella necessità di avere questa risorsa per l'equilibrio. Quando la Camera ha approvato il progetto di legge che stiamo discutendo. Ora ripeto l'on. Pissavini potrebbe ridurre il provento di 2 milioni invece di 6, non avrei creduto opportuno di presentare questo provvedimento. Il concetto di essere tre anni ha un significato per il quale ci impegno a provvedere più tardi gravi questioni e così agitate discussioni. xyxy=(1074,1234,1298,1434)
railway-name: Torino-Rivoli xyxy=(120,786,181,798)
paragraph: L'on. relatore dice di avere per la Sicilia il più vivo affetto, e dichiara che alla iniziativa di quella nobile isola deve la sua nomina. xyxy=(1313,1085,1538,1119)
paragraph: Pissavini dice che si aspettava che il ministro accettasse la disposizione transitoria, specialmente dopoché fu ritirato l'articolo che toglieva allo Stato le tasse sugli spettacoli. xyxy=(1313,430,1538,478)
paragraph: La Porta ringrazia, a nome de' suoi colleghi della Sicilia, l'on. Nicotera di quanto ha detto per quell'isola. Essi sono sempre stati pronti a fare sacrifizi pel paese. Però non sono disposti a far sacrifizi per rispondere al sistema del monopolio. xyxy=(1313,1364,1538,1434)
paragraph: Prego l'on. relatore della Commissione a riferire sui controprogetti che le furono inviati nella seduta di martedì, in seguito al discorso dell'on. deputato Di Rudinì. xyxy=(1313,938,1538,985)
paragraph: Pres. proclama l'esito della votazione: Presenti e votanti 286; Maggioranza 144; Voti favorevoli 144; Voti contrari 142. xyxy=(1313,801,1538,836)
newspaper-page xyxy=(94,82,1564,2190)
value-1873: 5,842,470 xyxy=(293,730,341,742)
section-subheading: STATI UNITI xyxy=(663,1014,754,1027)
paragraph: Fa la storia di questo progetto di legge già una volta approvato dalla Camera e prega l'on. guardasigilli di non opporsi alla presa in considerazione. xyxy=(835,1145,1059,1193)
currency: » xyxy=(190,496,197,507)
session-line: 1ª seduta del 15 maggio (122ª della Sessione) xyxy=(838,979,1057,989)
value-1873: 72,650 xyxy=(307,775,341,787)
